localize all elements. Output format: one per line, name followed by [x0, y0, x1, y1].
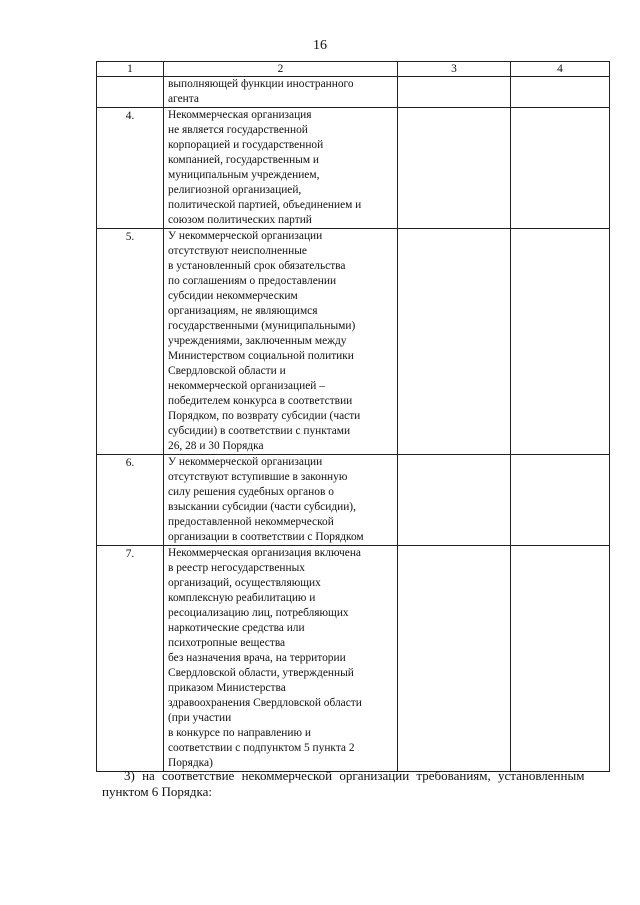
requirement-text-line: психотропные вещества: [168, 637, 286, 649]
column-header-1: 1: [97, 62, 164, 77]
paragraph-line-1: 3) на соответствие некоммерческой организации требованиям, установленным: [124, 768, 585, 783]
requirement-text-line: корпорацией и государственной: [168, 139, 324, 151]
requirement-text-line: комплексную реабилитацию и: [168, 592, 316, 604]
requirement-text-line: агента: [168, 93, 199, 105]
requirement-text-line: компанией, государственным и: [168, 154, 320, 166]
requirement-text-line: отсутствуют вступившие в законную: [168, 471, 348, 483]
table-row: [97, 455, 610, 546]
table-row: [97, 108, 610, 229]
table-row: [97, 546, 610, 772]
requirement-text-line: субсидии) в соответствии с пунктами: [168, 425, 351, 437]
empty-cell-col3: [398, 455, 511, 546]
requirement-text-line: здравоохранения Свердловской области: [168, 697, 362, 709]
requirement-text-line: в конкурсе по направлению и: [168, 727, 311, 739]
empty-cell-col4: [511, 229, 610, 455]
empty-cell-col4: [511, 77, 610, 108]
row-number-cell: 4.: [97, 108, 164, 229]
empty-cell-col4: [511, 546, 610, 772]
table-row: [97, 229, 610, 455]
requirement-text-line: приказом Министерства: [168, 682, 286, 694]
paragraph-line-2: пунктом 6 Порядка:: [102, 784, 213, 799]
requirement-text-line: союзом политических партий: [168, 214, 312, 226]
empty-cell-col3: [398, 546, 511, 772]
empty-cell-col3: [398, 108, 511, 229]
requirement-text-line: Порядка): [168, 757, 213, 769]
empty-cell-col3: [398, 229, 511, 455]
column-header-4: 4: [511, 62, 610, 77]
row-number-cell: 7.: [97, 546, 164, 772]
requirement-text-line: соответствии с подпунктом 5 пункта 2: [168, 742, 355, 754]
requirement-text-line: организациям, не являющимся: [168, 305, 318, 317]
table-body: [97, 62, 610, 772]
requirement-text-line: по соглашениям о предоставлении: [168, 275, 337, 287]
requirement-text-line: У некоммерческой организации: [168, 230, 323, 242]
requirement-text-line: не является государственной: [168, 124, 308, 136]
requirement-text-line: организации в соответствии с Порядком: [168, 531, 364, 543]
requirement-text-cell: [164, 229, 398, 455]
requirement-text-line: религиозной организацией,: [168, 184, 302, 196]
empty-cell-col4: [511, 455, 610, 546]
requirement-text-line: Некоммерческая организация: [168, 109, 312, 121]
column-header-3: 3: [398, 62, 511, 77]
requirement-text-line: учреждениями, заключенным между: [168, 335, 347, 347]
requirement-text-line: отсутствуют неисполненные: [168, 245, 307, 257]
column-header-2: 2: [164, 62, 398, 77]
requirement-text-line: Свердловской области и: [168, 365, 286, 377]
requirement-text-line: некоммерческой организацией –: [168, 380, 325, 392]
requirement-text-line: в реестр негосударственных: [168, 562, 305, 574]
requirements-table: [96, 61, 610, 772]
requirement-text-line: выполняющей функции иностранного: [168, 78, 354, 90]
requirement-text-line: ресоциализацию лиц, потребляющих: [168, 607, 349, 619]
requirement-text-line: Порядком, по возврату субсидии (части: [168, 410, 361, 422]
requirement-text-line: государственными (муниципальными): [168, 320, 356, 332]
paragraph-item-3: [102, 768, 620, 800]
table-header-row: [97, 62, 610, 77]
requirement-text-line: субсидии некоммерческим: [168, 290, 298, 302]
empty-cell-col4: [511, 108, 610, 229]
requirement-text-line: победителем конкурса в соответствии: [168, 395, 353, 407]
requirement-text-line: политической партией, объединением и: [168, 199, 362, 211]
requirement-text-cell: [164, 108, 398, 229]
requirement-text-cell: [164, 77, 398, 108]
requirement-text-line: предоставленной некоммерческой: [168, 516, 334, 528]
requirement-text-cell: [164, 546, 398, 772]
requirement-text-cell: [164, 455, 398, 546]
requirement-text-line: организаций, осуществляющих: [168, 577, 321, 589]
requirement-text-line: силу решения судебных органов о: [168, 486, 334, 498]
requirement-text-line: (при участии: [168, 712, 232, 724]
requirement-text-line: У некоммерческой организации: [168, 456, 323, 468]
requirement-text-line: Некоммерческая организация включена: [168, 547, 361, 559]
row-number-cell: 6.: [97, 455, 164, 546]
requirement-text-line: наркотические средства или: [168, 622, 305, 634]
row-number-cell: [97, 77, 164, 108]
empty-cell-col3: [398, 77, 511, 108]
requirement-text-line: в установленный срок обязательства: [168, 260, 346, 272]
table-row: [97, 77, 610, 108]
requirement-text-line: Свердловской области, утвержденный: [168, 667, 354, 679]
requirement-text-line: 26, 28 и 30 Порядка: [168, 440, 264, 452]
requirement-text-line: взыскании субсидии (части субсидии),: [168, 501, 356, 513]
row-number-cell: 5.: [97, 229, 164, 455]
requirement-text-line: без назначения врача, на территории: [168, 652, 346, 664]
requirement-text-line: муниципальным учреждением,: [168, 169, 320, 181]
requirement-text-line: Министерством социальной политики: [168, 350, 354, 362]
page-number: 16: [313, 38, 327, 53]
